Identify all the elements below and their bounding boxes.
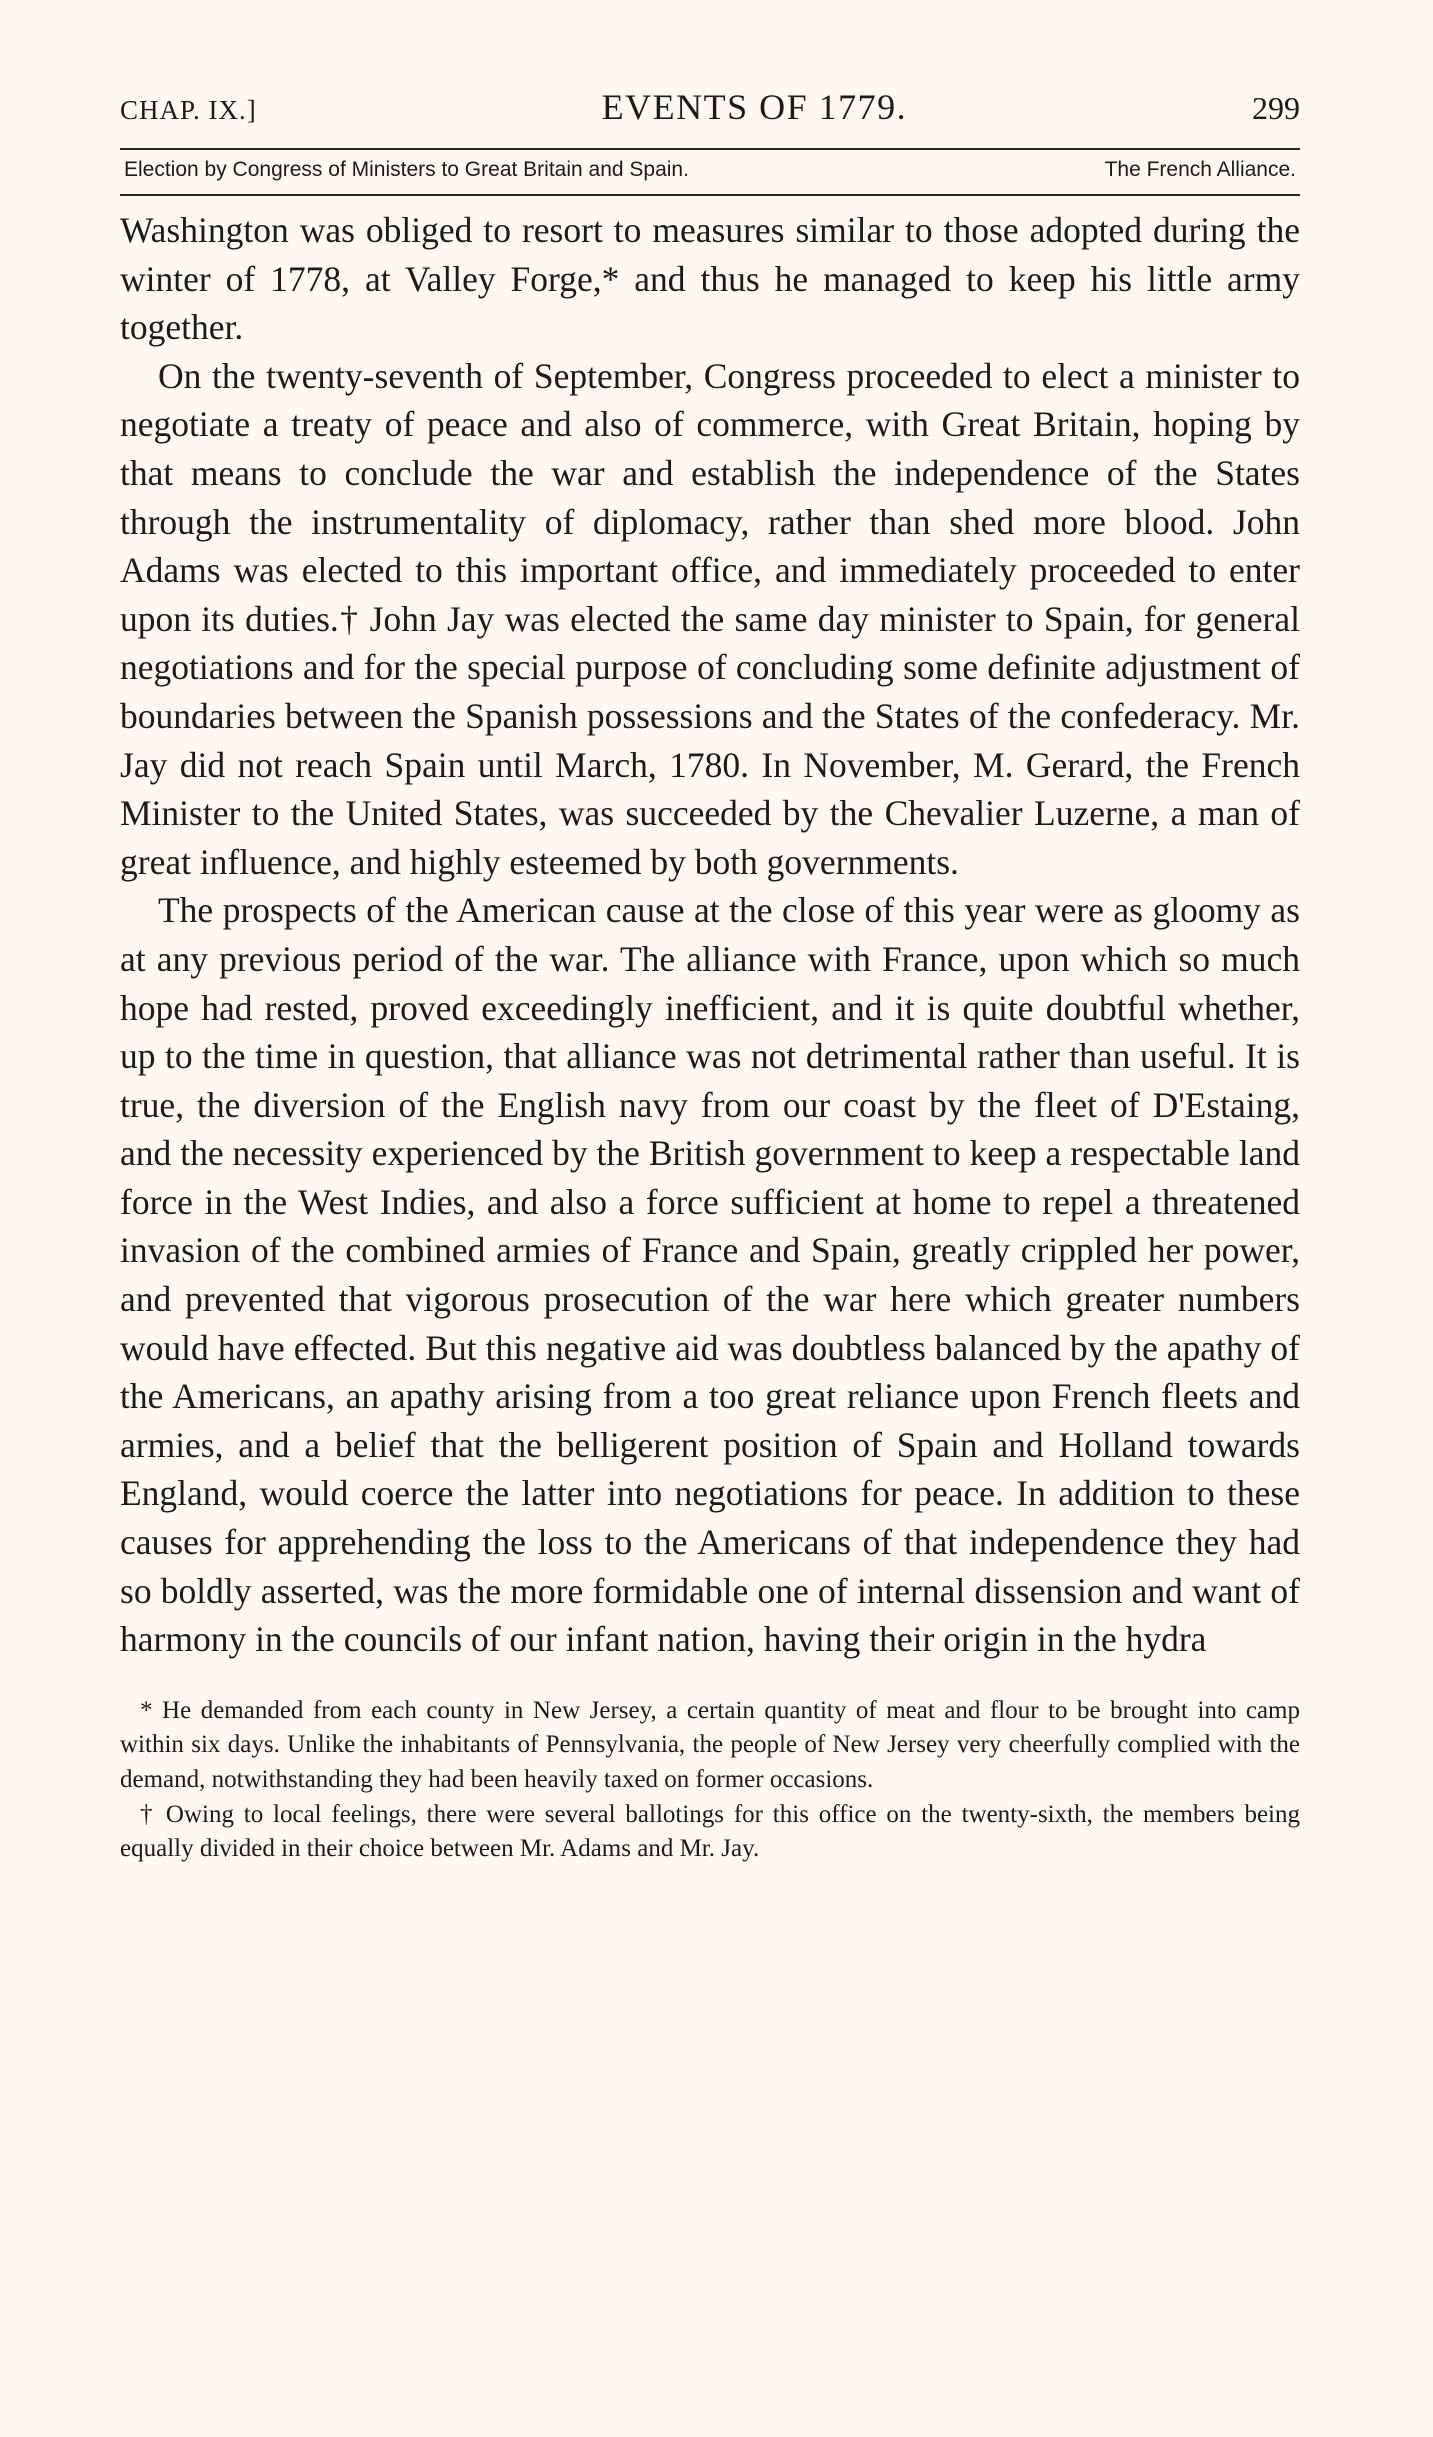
chapter-label: CHAP. IX.]: [120, 95, 257, 125]
page-number: 299: [1252, 90, 1300, 126]
footnotes: [120, 1694, 1300, 1867]
sidenote-rule: [120, 194, 1300, 196]
sidenote-left: Election by Congress of Ministers to Great Britain and Spain.: [124, 158, 689, 181]
page-title: EVENTS OF 1779.: [601, 87, 908, 127]
marginal-headings: [120, 150, 1300, 188]
footnote: * He demanded from each county in New Jersey, a certain quantity of meat and flour to be brought into camp within six days. Unlike the inhabitants of Pennsylvania, the people of New Jersey very cheerfully complied with the demand, notwithstanding they had been heavily taxed on former occasions.: [120, 1696, 1300, 1793]
paragraph: On the twenty-seventh of September, Congress proceeded to elect a minister to negotiate a treaty of peace and also of commerce, with Great Britain, hoping by that means to conclude the war and establish the independence of the States through the instrumentality of diplomacy, rather than shed more blood. John Adams was elected to this important office, and immediately proceeded to enter upon its duties.† John Jay was elected the same day minister to Spain, for general negotiations and for the special purpose of concluding some definite adjustment of boundaries between the Spanish possessions and the States of the confederacy. Mr. Jay did not reach Spain until March, 1780. In November, M. Gerard, the French Minister to the United States, was succeeded by the Chevalier Luzerne, a man of great influence, and highly esteemed by both governments.: [120, 355, 1300, 882]
paragraph: The prospects of the American cause at the close of this year were as gloomy as at any previous period of the war. The alliance with France, upon which so much hope had rested, proved exceedingly inefficient, and it is quite doubtful whether, up to the time in question, that alliance was not detrimental rather than useful. It is true, the diversion of the English navy from our coast by the fleet of D'Estaing, and the necessity experienced by the British government to keep a respectable land force in the West Indies, and also a force sufficient at home to repel a threatened invasion of the combined armies of France and Spain, greatly crippled her power, and prevented that vigorous prosecution of the war here which greater numbers would have effected. But this negative aid was doubtless balanced by the apathy of the Americans, an apathy arising from a too great reliance upon French fleets and armies, and a belief that the belligerent position of Spain and Holland towards England, would coerce the latter into negotiations for peace. In addition to these causes for apprehending the loss to the Americans of that independence they had so boldly asserted, was the more formidable one of internal dissension and want of harmony in the councils of our infant nation, having their origin in the hydra: [120, 890, 1300, 1660]
sidenote-right: The French Alliance.: [1104, 158, 1296, 181]
book-page: [120, 86, 1300, 1867]
footnote: † Owing to local feelings, there were several ballotings for this office on the twenty-sixth, the members being equally divided in their choice between Mr. Adams and Mr. Jay.: [120, 1800, 1300, 1863]
running-head: [120, 86, 1300, 134]
body-text: [120, 206, 1300, 1664]
paragraph: Washington was obliged to resort to measures similar to those adopted during the winter of 1778, at Valley Forge,* and thus he managed to keep his little army together.: [120, 210, 1300, 348]
